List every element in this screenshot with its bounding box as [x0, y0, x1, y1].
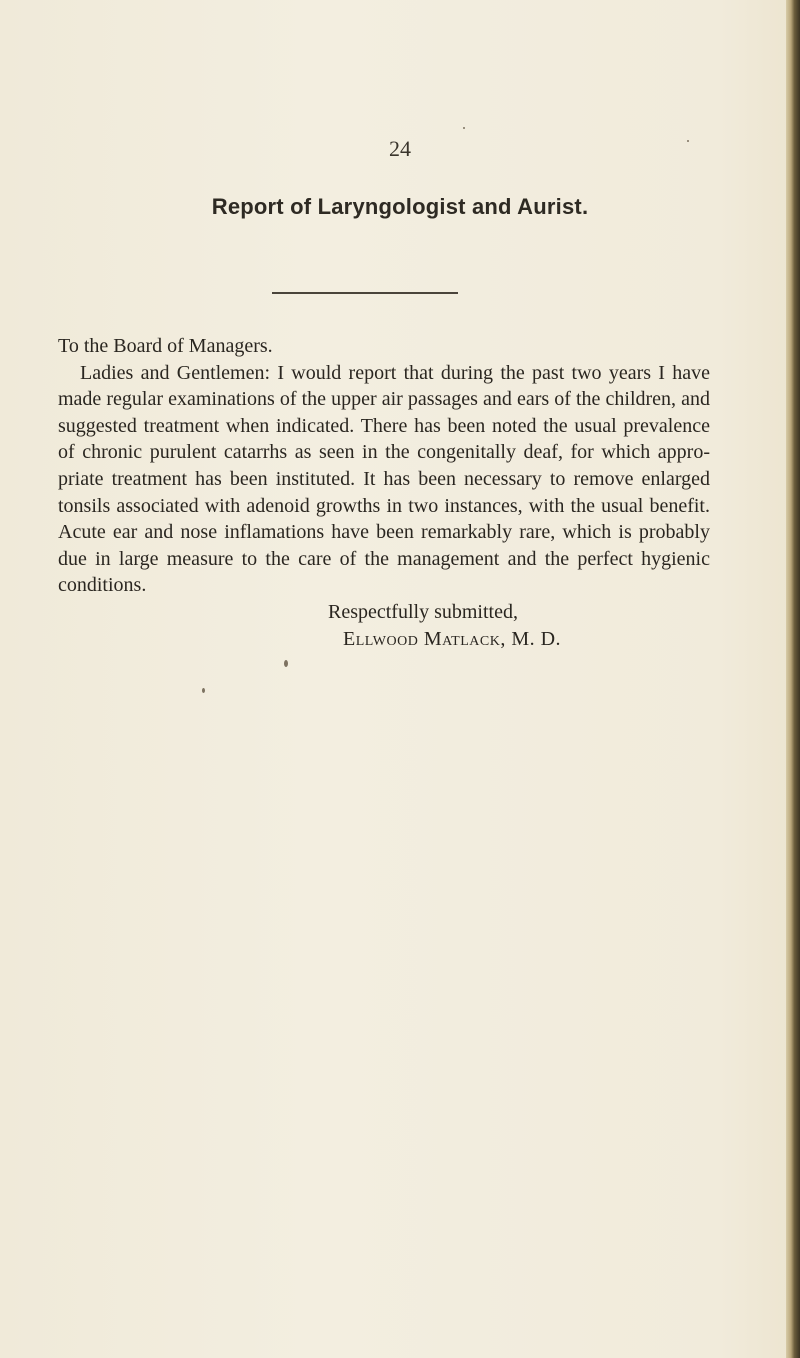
paper-speck — [284, 660, 288, 667]
title-divider — [272, 292, 458, 294]
paper-speck — [687, 140, 689, 142]
report-paragraph: Ladies and Gentlemen: I would report that during the past two years I have made regular examinations of the upper air passages and ears of the children, and suggested treatment when indicated. There has been noted the usual prevalence of chronic purulent catarrhs as seen in the congenitally deaf, for which appro-priate treatment has been instituted. It has been necessary to remove enlarged tonsils associated with adenoid growths in two instances, with the usual benefit. Acute ear and nose inflamations have been remarkably rare, which is probably due in large measure to the care of the management and the perfect hygienic conditions. — [58, 361, 710, 597]
closing-line: Respectfully submitted, — [328, 600, 518, 623]
addressee: To the Board of Managers. — [58, 335, 273, 357]
paper-speck — [463, 127, 465, 129]
report-body — [58, 333, 710, 652]
signature: Ellwood Matlack, M. D. — [343, 627, 562, 650]
paper-speck — [202, 688, 205, 693]
report-title: Report of Laryngologist and Aurist. — [211, 194, 589, 219]
page-number: 24 — [389, 136, 411, 161]
